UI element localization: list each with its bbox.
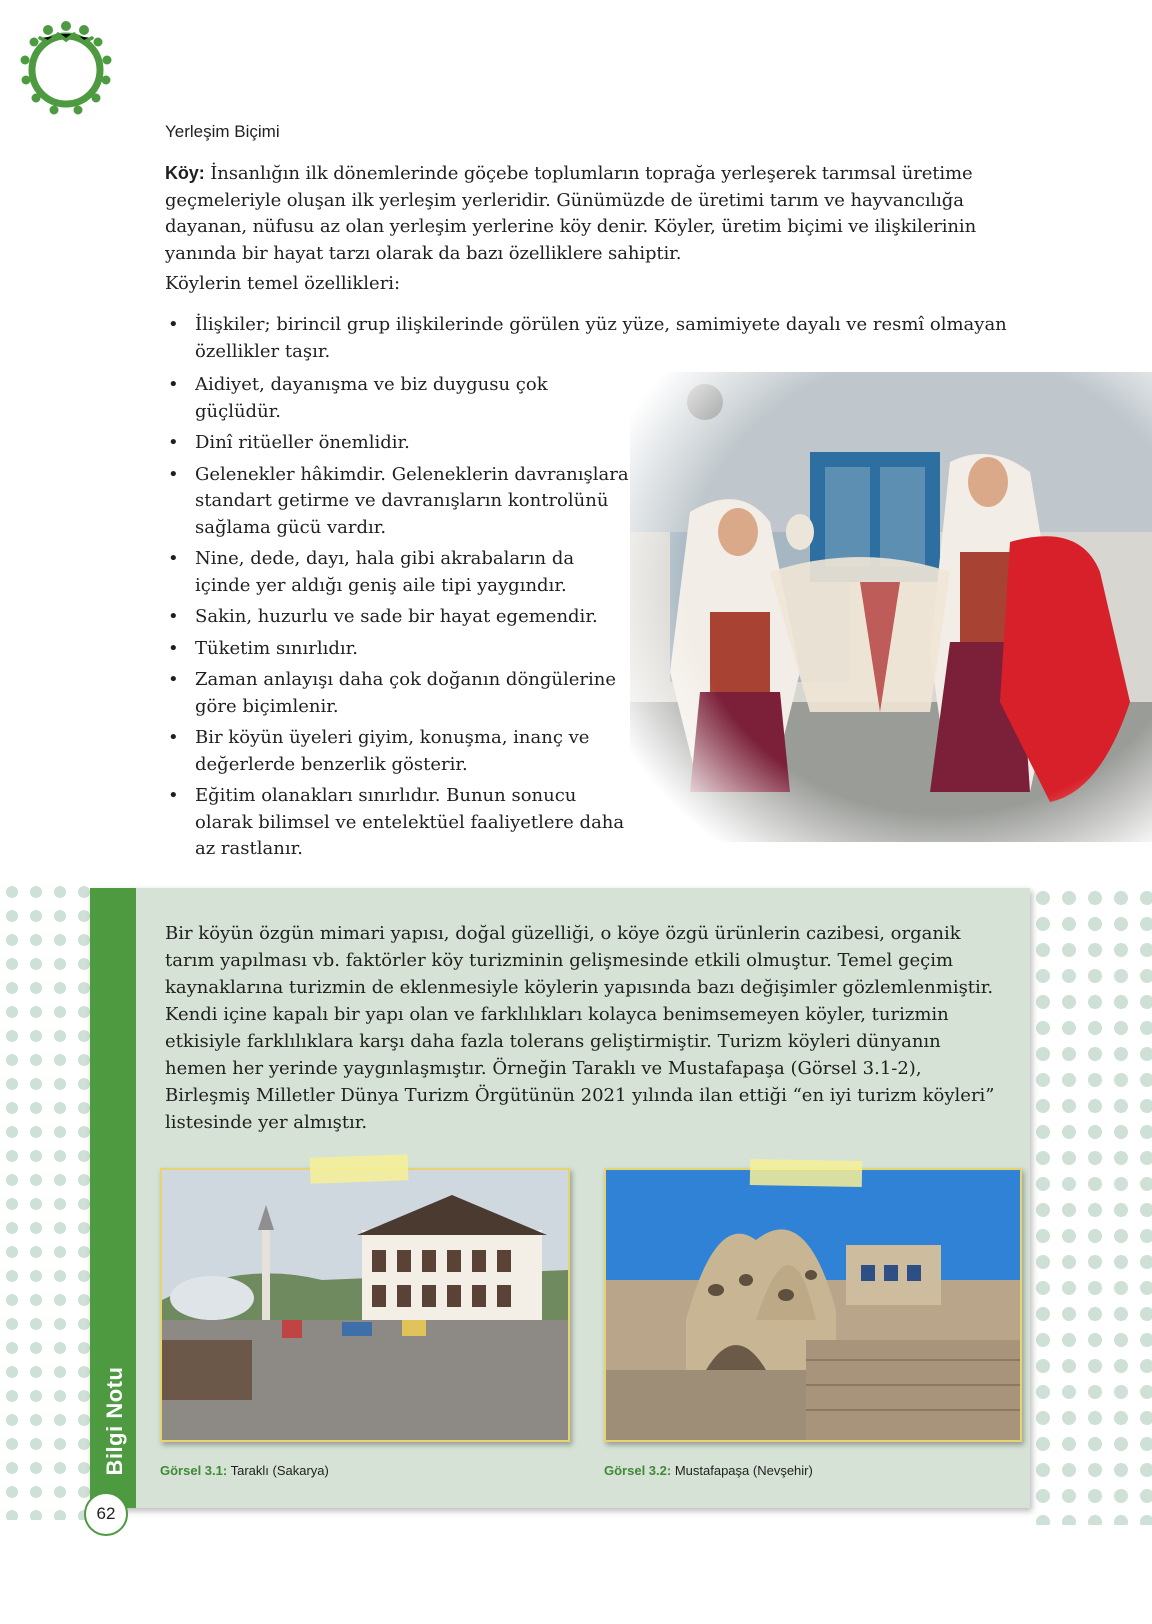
list-item: • Gelenekler hâkimdir. Geleneklerin davranışlara standart getirme ve davranışların kontrolünü sağlama gücü vardır.: [165, 462, 635, 542]
villagers-photo: [630, 372, 1152, 842]
figure-tarakli: [160, 1168, 570, 1442]
list-item: • Eğitim olanakları sınırlıdır. Bunun sonucu olarak bilimsel ve entelektüel faaliyetlere daha az rastlanır.: [165, 783, 635, 863]
figure-caption-text: Taraklı (Sakarya): [230, 1463, 329, 1478]
decorative-dots-right: [1030, 885, 1152, 1525]
figure-label: Görsel 3.2:: [604, 1463, 672, 1478]
figure-caption-text: Mustafapaşa (Nevşehir): [674, 1463, 813, 1478]
mustafapasa-photo: [606, 1170, 1020, 1440]
tarakli-photo: [162, 1170, 568, 1440]
info-note-text: Bir köyün özgün mimari yapısı, doğal güzelliği, o köye özgü ürünlerin cazibesi, organik tarım yapılması vb. faktörler köy turizminin gelişmesinde etkili olmuştur. Temel geçim kaynaklarına turizmin de eklenmesiyle köylerin yapısında bazı değişimler gözlemlenmiştir. Kendi içine kapalı bir yapı olan ve farklılıkları kolayca benimsemeyen köyler, turizmin etkisiyle farklılıklara karşı daha fazla tolerans geliştirmiştir. Turizm köyleri dünyanın hemen her yerinde yaygınlaşmıştır. Örneğin Taraklı ve Mustafapaşa (Görsel 3.1-2), Birleşmiş Milletler Dünya Turizm Örgütünün 2021 yılında ilan ettiği “en iyi turizm köyleri” listesinde yer almıştır.: [165, 923, 995, 1133]
decorative-dots-left: [0, 880, 95, 1520]
list-item: • Nine, dede, dayı, hala gibi akrabaların da içinde yer aldığı geniş aile tipi yaygındır.: [165, 546, 635, 599]
tape-decoration: [750, 1159, 862, 1187]
list-item: • Aidiyet, dayanışma ve biz duygusu çok güçlüdür.: [165, 372, 635, 425]
paragraph-text: İnsanlığın ilk dönemlerinde göçebe toplumların toprağa yerleşerek tarımsal üretime geçmeleriyle oluşan ilk yerleşim yerleridir. Günümüzde de üretimi tarım ve hayvancılığa dayanan, nüfusu az olan yerleşim yerlerine köy denir. Köyler, üretim biçimi ve ilişkilerinin yanında bir hayat tarzı olarak da bazı özelliklere sahiptir.: [165, 163, 977, 264]
tape-decoration: [310, 1154, 409, 1183]
list-item: • Sakin, huzurlu ve sade bir hayat egemendir.: [165, 604, 635, 631]
section-title: Yerleşim Biçimi: [165, 122, 280, 141]
intro-paragraph: [165, 160, 1045, 267]
features-intro: Köylerin temel özellikleri:: [165, 273, 401, 294]
term-koy: Köy:: [165, 163, 205, 183]
info-note-strip: [90, 888, 136, 1508]
info-note-box: [90, 888, 1030, 1508]
figure-caption: [160, 1463, 329, 1478]
list-item: • Bir köyün üyeleri giyim, konuşma, inanç ve değerlerde benzerlik gösterir.: [165, 725, 635, 778]
page-number: 62: [84, 1492, 128, 1536]
info-note-label: Bilgi Notu: [102, 1366, 127, 1476]
figure-label: Görsel 3.1:: [160, 1463, 228, 1478]
feature-list: [165, 372, 635, 868]
figure-caption: [604, 1463, 813, 1478]
figure-mustafapasa: [604, 1168, 1022, 1442]
list-item: • İlişkiler; birincil grup ilişkilerinde görülen yüz yüze, samimiyete dayalı ve resmî olmayan özellikler taşır.: [165, 312, 1045, 365]
feature-list-top: [165, 312, 1045, 370]
people-circle-logo-icon: [14, 16, 118, 120]
list-item: • Zaman anlayışı daha çok doğanın döngülerine göre biçimlenir.: [165, 667, 635, 720]
list-item: • Tüketim sınırlıdır.: [165, 636, 635, 663]
list-item: • Dinî ritüeller önemlidir.: [165, 430, 635, 457]
